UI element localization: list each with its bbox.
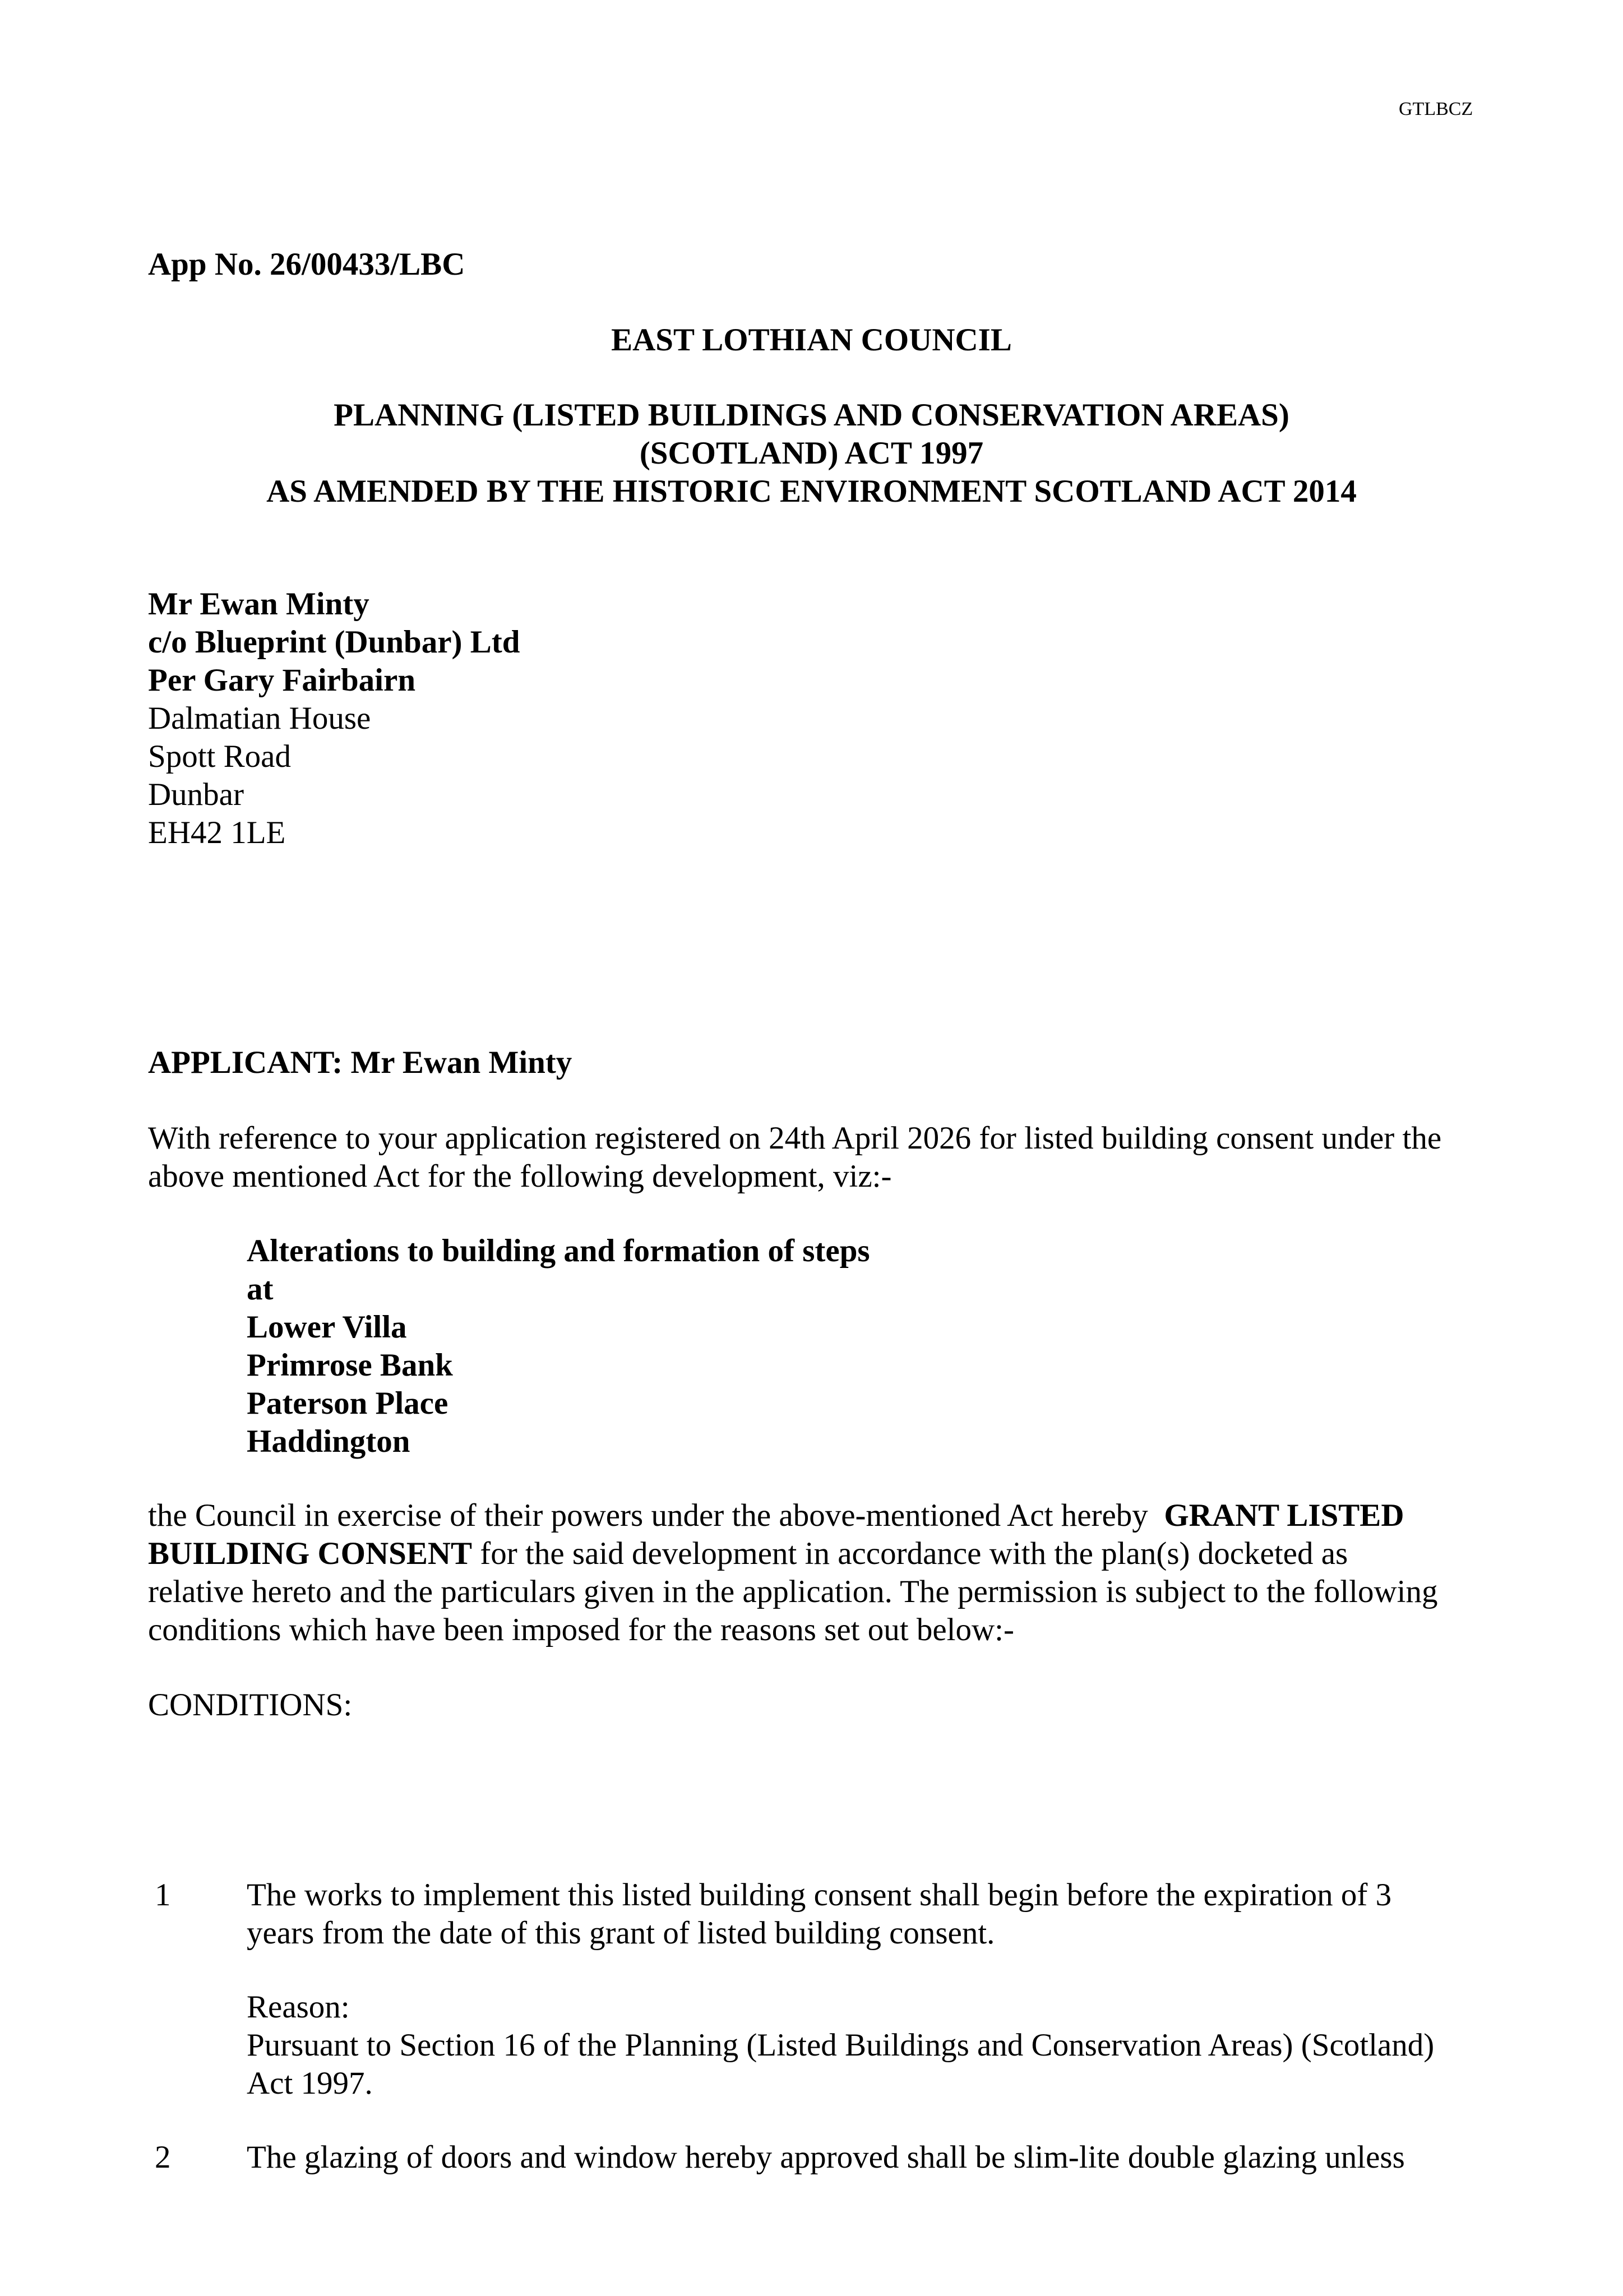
condition-number: 2 xyxy=(155,2140,171,2175)
development-line: Alterations to building and formation of steps xyxy=(247,1233,870,1269)
address-postcode: EH42 1LE xyxy=(148,815,286,850)
development-line: at xyxy=(247,1271,274,1307)
address-line: Spott Road xyxy=(148,739,291,774)
decision-text: for the said development in accordance with the plan(s) docketed as xyxy=(472,1536,1348,1571)
reference-line: With reference to your application registered on 24th April 2026 for listed building consent under the xyxy=(148,1121,1442,1156)
decision-line xyxy=(148,1535,1437,1573)
condition-line: years from the date of this grant of listed building consent. xyxy=(247,1915,995,1951)
council-name: EAST LOTHIAN COUNCIL xyxy=(611,322,1012,358)
grant-consent-text: GRANT LISTED xyxy=(1164,1498,1404,1533)
act-title-line: (SCOTLAND) ACT 1997 xyxy=(639,436,984,471)
document-reference-code: GTLBCZ xyxy=(1399,99,1473,119)
reason-line: Act 1997. xyxy=(247,2066,373,2101)
recipient-contact: Per Gary Fairbairn xyxy=(148,663,416,698)
applicant-line: APPLICANT: Mr Ewan Minty xyxy=(148,1045,572,1080)
reference-line: above mentioned Act for the following development, viz:- xyxy=(148,1159,892,1194)
development-line: Paterson Place xyxy=(247,1386,448,1421)
decision-text: the Council in exercise of their powers under the above-mentioned Act hereby xyxy=(148,1498,1164,1533)
condition-text xyxy=(247,2138,1405,2177)
recipient-agent: c/o Blueprint (Dunbar) Ltd xyxy=(148,624,520,660)
recipient-address xyxy=(148,585,520,852)
reference-paragraph xyxy=(148,1119,1441,1196)
decision-line xyxy=(148,1497,1437,1535)
development-line: Haddington xyxy=(247,1424,410,1459)
development-line: Lower Villa xyxy=(247,1309,407,1345)
application-number: App No. 26/00433/LBC xyxy=(148,247,465,282)
condition-reason xyxy=(247,1988,1434,2103)
condition-text xyxy=(247,1876,1391,1952)
reason-label: Reason: xyxy=(247,1989,350,2025)
address-line: Dalmatian House xyxy=(148,701,371,736)
recipient-name: Mr Ewan Minty xyxy=(148,586,369,622)
conditions-heading: CONDITIONS: xyxy=(148,1687,353,1723)
act-title-line: PLANNING (LISTED BUILDINGS AND CONSERVATION AREAS) xyxy=(334,397,1289,433)
development-line: Primrose Bank xyxy=(247,1348,453,1383)
decision-line: conditions which have been imposed for the reasons set out below:- xyxy=(148,1612,1014,1647)
act-title-line: AS AMENDED BY THE HISTORIC ENVIRONMENT SCOTLAND ACT 2014 xyxy=(266,474,1357,509)
decision-paragraph xyxy=(148,1497,1437,1649)
condition-line: The glazing of doors and window hereby approved shall be slim-lite double glazing unless xyxy=(247,2140,1405,2175)
act-title xyxy=(0,396,1623,511)
condition-line: The works to implement this listed building consent shall begin before the expiration of 3 xyxy=(247,1877,1392,1913)
grant-consent-text: BUILDING CONSENT xyxy=(148,1536,473,1571)
reason-line: Pursuant to Section 16 of the Planning (Listed Buildings and Conservation Areas) (Scotland) xyxy=(247,2027,1435,2063)
address-line: Dunbar xyxy=(148,777,244,812)
development-description xyxy=(247,1232,870,1461)
condition-number: 1 xyxy=(155,1877,171,1913)
decision-line: relative hereto and the particulars given in the application. The permission is subject to the following xyxy=(148,1574,1438,1609)
